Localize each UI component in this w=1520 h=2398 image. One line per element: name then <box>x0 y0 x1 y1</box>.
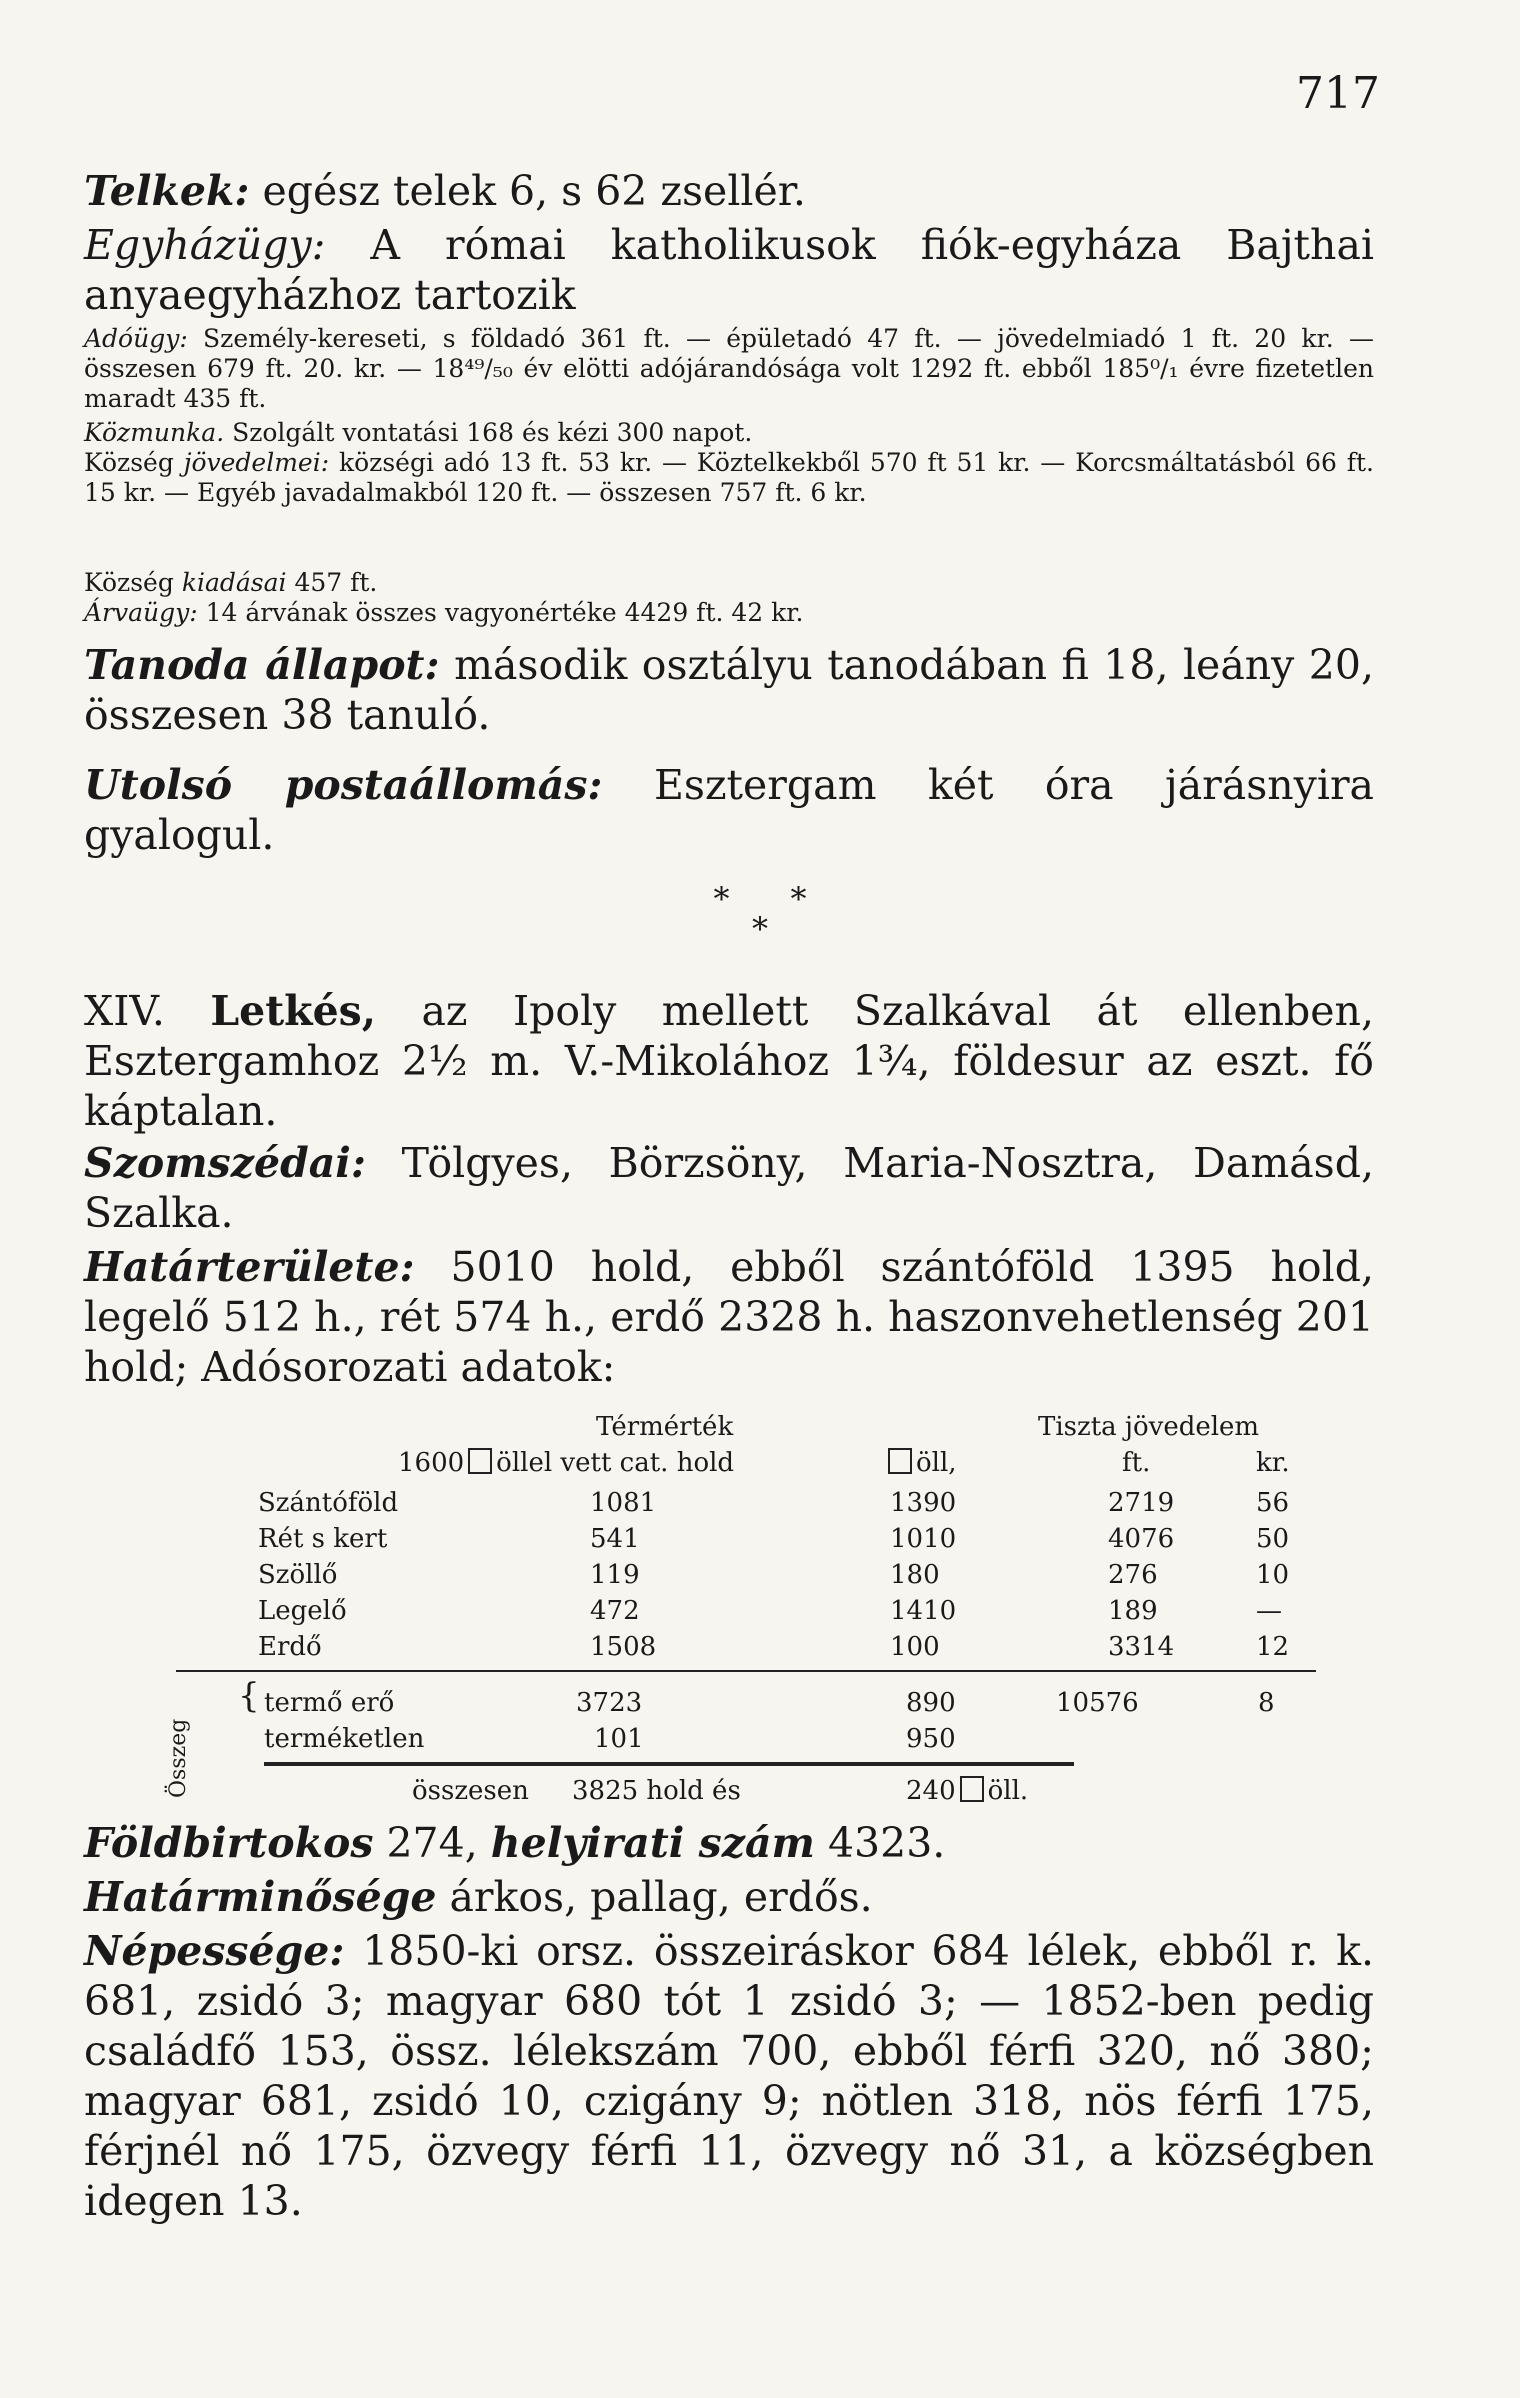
row-hold: 472 <box>590 1596 640 1626</box>
row-kr: — <box>1256 1596 1282 1626</box>
row-ft: 3314 <box>1108 1632 1175 1662</box>
foldbirtokos-paragraph <box>84 1818 1374 1868</box>
jovedelem-pre: Község <box>84 448 184 477</box>
adougy-label: Adóügy: <box>84 324 188 353</box>
szom-label: Szomszédai: <box>84 1139 367 1187</box>
hatar-paragraph <box>84 1242 1374 1392</box>
szom-text: Tölgyes, Börzsöny, Maria-Nosztra, Damásd, Szalka. <box>84 1139 1374 1237</box>
arva-text: 14 árvának összes vagyonértéke 4429 ft. 42 kr. <box>197 598 804 627</box>
separator-stars-top: * * <box>713 880 807 918</box>
row-hold: 1508 <box>590 1632 657 1662</box>
termo-ft: 10576 <box>1056 1688 1139 1718</box>
termeketlen-oll: 950 <box>906 1724 956 1754</box>
telkek-label: Telkek: <box>84 167 250 215</box>
jovedelem-text: községi adó 13 ft. 53 kr. — Köztelkekből 570 ft 51 kr. — Korcsmáltatásból 66 ft. 15 kr. — Egyéb javadalmakból 120 ft. — összesen 757 ft. 6 kr. <box>84 448 1374 507</box>
square-symbol-icon <box>960 1776 984 1802</box>
header-ollel-text: öllel vett cat. hold <box>496 1448 735 1478</box>
brace-symbol: { <box>238 1676 260 1716</box>
foldbirtokos-label: Földbirtokos <box>84 1819 374 1867</box>
egyhaz-text: A római katholikusok fiók-egyháza Bajthai anyaegyházhoz tartozik <box>84 221 1374 319</box>
row-name: Szántóföld <box>258 1488 399 1518</box>
helyirat-label: helyirati szám <box>490 1819 815 1867</box>
row-hold: 541 <box>590 1524 640 1554</box>
foldbirtokos-text: 274, <box>373 1819 491 1867</box>
kiadas-label: kiadásai <box>181 568 287 597</box>
row-name: Szöllő <box>258 1560 338 1590</box>
jovedelem-label: jövedelmei: <box>183 448 330 477</box>
row-name: Erdő <box>258 1632 322 1662</box>
posta-label: Utolsó postaállomás: <box>84 761 603 809</box>
row-oll: 1390 <box>890 1488 957 1518</box>
header-oll <box>884 1448 957 1478</box>
posta-paragraph <box>84 760 1374 860</box>
header-tiszta: Tiszta jövedelem <box>1038 1412 1260 1442</box>
row-oll: 1010 <box>890 1524 957 1554</box>
sum-rule <box>264 1762 1074 1766</box>
tanoda-paragraph <box>84 640 1374 740</box>
page-number: 717 <box>1296 68 1380 119</box>
nepesseg-paragraph <box>84 1926 1374 2226</box>
tanoda-label: Tanoda állapot: <box>84 641 440 689</box>
termo-hold: 3723 <box>576 1688 643 1718</box>
kiadas-text: 457 ft. <box>286 568 378 597</box>
termo-oll: 890 <box>906 1688 956 1718</box>
row-ft: 276 <box>1108 1560 1158 1590</box>
kiadas-paragraph <box>84 568 1374 598</box>
arva-paragraph <box>84 598 1374 628</box>
row-oll: 180 <box>890 1560 940 1590</box>
osszesen-value: 3825 hold és <box>572 1776 741 1806</box>
minoseg-text: árkos, pallag, erdős. <box>436 1873 873 1921</box>
adougy-paragraph <box>84 324 1374 414</box>
termo-kr: 8 <box>1258 1688 1275 1718</box>
osszesen-oll-value: 240 <box>906 1776 956 1806</box>
telkek-text: egész telek 6, s 62 zsellér. <box>249 167 806 215</box>
tanoda-text: második osztályu tanodában fi 18, leány 20, összesen 38 tanuló. <box>84 641 1375 739</box>
letkes-name: Letkés, <box>210 987 377 1035</box>
row-kr: 56 <box>1256 1488 1290 1518</box>
kozmunka-label: Közmunka. <box>84 418 225 447</box>
row-hold: 119 <box>590 1560 640 1590</box>
nepesseg-text: 1850-ki orsz. összeiráskor 684 lélek, ebből r. k. 681, zsidó 3; magyar 680 tót 1 zsidó 3; — 1852-ben pedig családfő 153, össz. lélekszám 700, ebből férfi 320, nő 380; magyar 681, zsidó 10, czigány 9; nötlen 318, nös férfi 175, férjnél nő 175, özvegy férfi 11, özvegy nő 31, a községben idegen 13. <box>84 1927 1374 2225</box>
row-kr: 10 <box>1256 1560 1290 1590</box>
row-name: Legelő <box>258 1596 347 1626</box>
header-oll-text: öll, <box>916 1448 957 1478</box>
row-ft: 189 <box>1108 1596 1158 1626</box>
kozmunka-paragraph <box>84 418 1374 448</box>
letkes-text: az Ipoly mellett Szalkával át ellenben, Esztergamhoz 2½ m. V.-Mikolához 1¾, földesur az eszt. fő káptalan. <box>84 987 1374 1135</box>
square-symbol-icon <box>468 1448 492 1474</box>
nepesseg-label: Népessége: <box>84 1927 345 1975</box>
letkes-number: XIV. <box>84 987 211 1035</box>
table-rule <box>176 1670 1316 1672</box>
arva-label: Árvaügy: <box>84 598 198 627</box>
header-1600 <box>398 1448 734 1478</box>
osszeg-side-label: Összeg <box>166 1718 191 1798</box>
termeketlen-label: terméketlen <box>264 1724 425 1754</box>
header-kr: kr. <box>1256 1448 1290 1478</box>
kiadas-pre: Község <box>84 568 182 597</box>
egyhaz-label: Egyházügy: <box>84 221 326 269</box>
szom-paragraph <box>84 1138 1374 1238</box>
egyhaz-paragraph <box>84 220 1374 320</box>
row-oll: 100 <box>890 1632 940 1662</box>
header-ft: ft. <box>1122 1448 1151 1478</box>
osszesen-oll-text: öll. <box>987 1776 1029 1806</box>
hatar-label: Határterülete: <box>84 1243 415 1291</box>
osszesen-oll <box>906 1776 1028 1806</box>
row-oll: 1410 <box>890 1596 957 1626</box>
header-termertek: Térmérték <box>596 1412 734 1442</box>
minoseg-paragraph <box>84 1872 1374 1922</box>
osszesen-label: összesen <box>412 1776 529 1806</box>
hatar-text: 5010 hold, ebből szántóföld 1395 hold, legelő 512 h., rét 574 h., erdő 2328 h. haszonvehetlenség 201 hold; Adósorozati adatok: <box>84 1243 1374 1391</box>
row-hold: 1081 <box>590 1488 657 1518</box>
row-kr: 12 <box>1256 1632 1290 1662</box>
termo-label: termő erő <box>264 1688 395 1718</box>
minoseg-label: Határminősége <box>84 1873 437 1921</box>
adougy-text: Személy-kereseti, s földadó 361 ft. — épületadó 47 ft. — jövedelmiadó 1 ft. 20 kr. — összesen 679 ft. 20. kr. — 18⁴⁹/₅₀ év elötti adójárandósága volt 1292 ft. ebből 185⁰/₁ évre fizetetlen maradt 435 ft. <box>84 324 1374 413</box>
kozmunka-text: Szolgált vontatási 168 és kézi 300 napot. <box>224 418 753 447</box>
header-1600-text: 1600 <box>398 1448 465 1478</box>
helyirat-text: 4323. <box>814 1819 946 1867</box>
termeketlen-hold: 101 <box>594 1724 644 1754</box>
posta-text: Esztergam két óra járásnyira gyalogul. <box>84 761 1374 859</box>
square-symbol-icon <box>888 1448 912 1474</box>
jovedelem-paragraph <box>84 448 1374 508</box>
row-kr: 50 <box>1256 1524 1290 1554</box>
row-ft: 2719 <box>1108 1488 1175 1518</box>
telkek-paragraph <box>84 166 1374 216</box>
letkes-paragraph <box>84 986 1374 1136</box>
row-name: Rét s kert <box>258 1524 388 1554</box>
separator-stars-bottom: * <box>752 910 768 948</box>
row-ft: 4076 <box>1108 1524 1175 1554</box>
